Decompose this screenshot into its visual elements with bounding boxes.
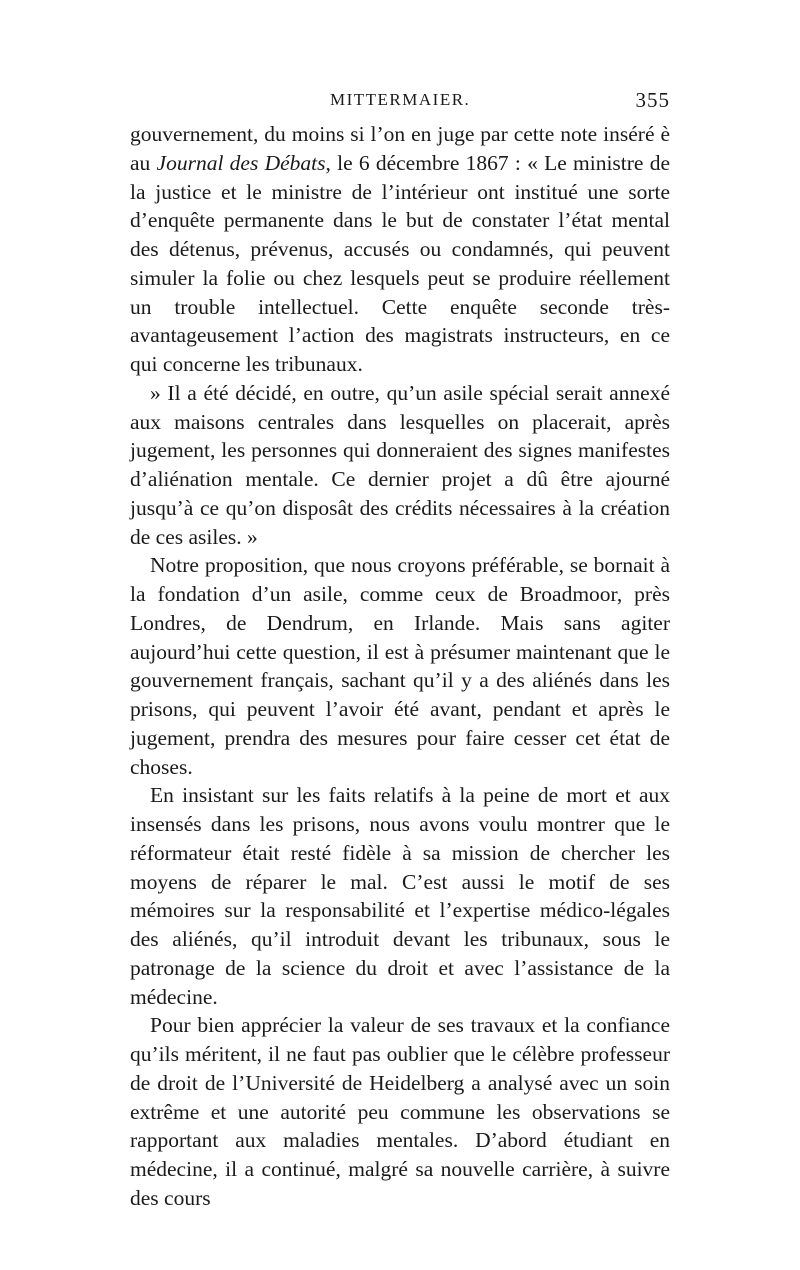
text-span: gouvernement, du moins si l’on en juge par cette note inséré è au <box>130 122 670 175</box>
running-head: MITTERMAIER. <box>330 90 471 109</box>
paragraph-4 <box>130 781 670 1011</box>
paragraph-5 <box>130 1011 670 1212</box>
paragraph-1 <box>130 120 670 379</box>
text-span: » Il a été décidé, en outre, qu’un asile spécial serait annexé aux maisons centrales dans lesquelles on placerait, après jugement, les personnes qui donneraient des signes manifestes d’aliénation mentale. Ce dernier projet a dû être ajourné jusqu’à ce qu’on disposât des crédits nécessaires à la création de ces asiles. » <box>130 380 670 549</box>
paragraph-3 <box>130 551 670 781</box>
text-span: En insistant sur les faits relatifs à la peine de mort et aux insensés dans les prisons, nous avons voulu montrer que le réformateur était resté fidèle à sa mission de chercher les moyens de réparer le mal. C’est aussi le motif de ses mémoires sur la responsabilité et l’expertise médico-légales des aliénés, qu’il introduit devant les tribunaux, sous le patronage de la science du droit et avec l’assistance de la médecine. <box>130 783 670 1009</box>
text-span: Notre proposition, que nous croyons préférable, se bornait à la fondation d’un asile, comme ceux de Broadmoor, près Londres, de Dendrum, en Irlande. Mais sans agiter aujourd’hui cette question, il est à présumer maintenant que le gouvernement français, sachant qu’il y a des aliénés dans les prisons, qui peuvent l’avoir été avant, pendant et après le jugement, prendra des mesures pour faire cesser cet état de choses. <box>130 553 670 779</box>
text-span: , le 6 décembre 1867 : « Le ministre de la justice et le ministre de l’intérieur ont institué une sorte d’enquête permanente dans le but de constater l’état mental des détenus, prévenus, accusés ou condamnés, qui peuvent simuler la folie ou chez lesquels peut se produire réellement un trouble intellectuel. Cette enquête seconde très-avantageusement l’action des magistrats instructeurs, en ce qui concerne les tribunaux. <box>130 150 671 376</box>
text-span: Pour bien apprécier la valeur de ses travaux et la confiance qu’ils méritent, il ne faut pas oublier que le célèbre professeur de droit de l’Université de Heidelberg a analysé avec un soin extrême et une autorité peu commune les observations se rapportant aux maladies mentales. D’abord étudiant en médecine, il a continué, malgré sa nouvelle carrière, à suivre des cours <box>130 1013 670 1210</box>
book-page <box>130 88 670 1213</box>
body-text <box>130 120 670 1213</box>
page-number: 355 <box>635 88 670 112</box>
paragraph-2 <box>130 379 670 552</box>
page-header <box>130 88 670 120</box>
journal-title: Journal des Débats <box>156 150 326 175</box>
